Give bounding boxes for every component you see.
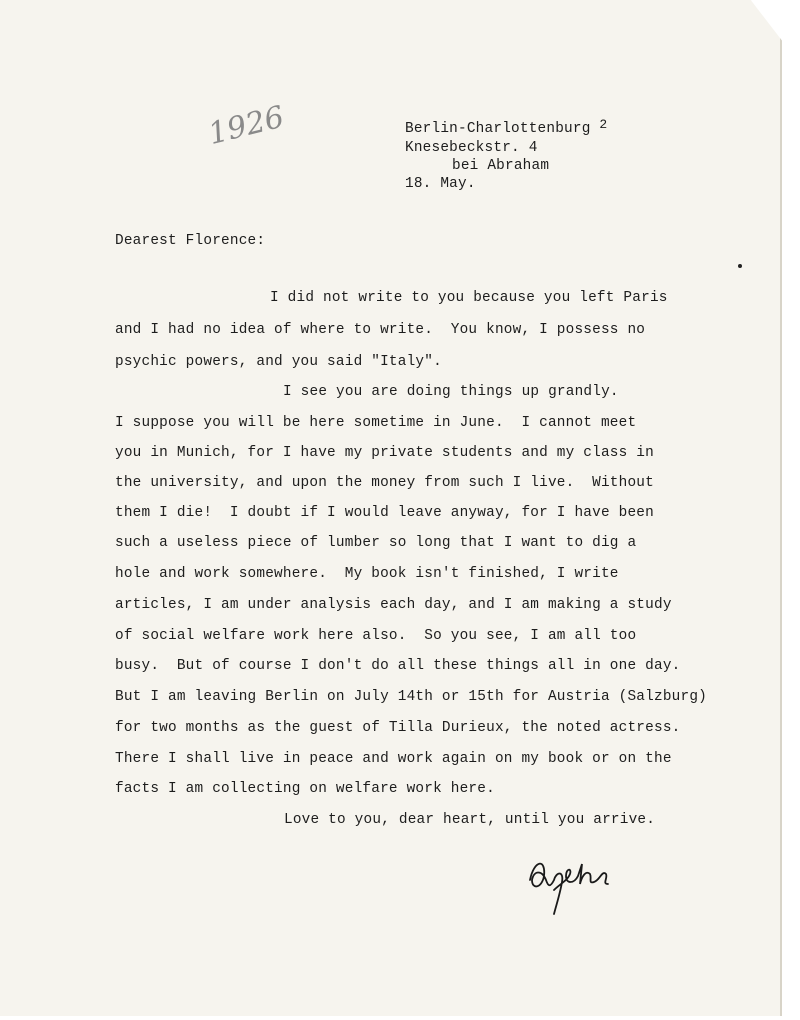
- body-line: hole and work somewhere. My book isn't finished, I write: [115, 566, 619, 582]
- body-line: them I die! I doubt if I would leave anyway, for I have been: [115, 505, 654, 521]
- letter-date: 18. May.: [405, 176, 476, 192]
- handwritten-signature: [520, 840, 630, 920]
- body-line: for two months as the guest of Tilla Durieux, the noted actress.: [115, 720, 681, 736]
- address-district-number: 2: [599, 117, 608, 132]
- body-line: I suppose you will be here sometime in June. I cannot meet: [115, 415, 637, 431]
- address-city: Berlin-Charlottenburg: [405, 121, 591, 137]
- address-line-3: bei Abraham: [452, 158, 550, 174]
- body-line: such a useless piece of lumber so long that I want to dig a: [115, 535, 637, 551]
- body-line: There I shall live in peace and work again on my book or on the: [115, 751, 672, 767]
- paper-speck: [738, 264, 742, 268]
- body-line: facts I am collecting on welfare work here.: [115, 781, 495, 797]
- body-line: and I had no idea of where to write. You know, I possess no: [115, 322, 646, 338]
- body-line: psychic powers, and you said "Italy".: [115, 354, 442, 370]
- body-line: But I am leaving Berlin on July 14th or 15th for Austria (Salzburg): [115, 689, 707, 705]
- body-line: you in Munich, for I have my private students and my class in: [115, 445, 654, 461]
- handwritten-year-annotation: 1926: [205, 99, 288, 152]
- closing-line: Love to you, dear heart, until you arrive.: [284, 812, 656, 828]
- salutation: Dearest Florence:: [115, 233, 266, 249]
- body-line: articles, I am under analysis each day, and I am making a study: [115, 597, 672, 613]
- body-line: busy. But of course I don't do all these things all in one day.: [115, 658, 681, 674]
- body-line: I see you are doing things up grandly.: [283, 384, 619, 400]
- address-line-2: Knesebeckstr. 4: [405, 140, 538, 156]
- address-line-1: [405, 117, 608, 137]
- body-line: the university, and upon the money from such I live. Without: [115, 475, 654, 491]
- body-line: I did not write to you because you left Paris: [270, 290, 668, 306]
- body-line: of social welfare work here also. So you see, I am all too: [115, 628, 637, 644]
